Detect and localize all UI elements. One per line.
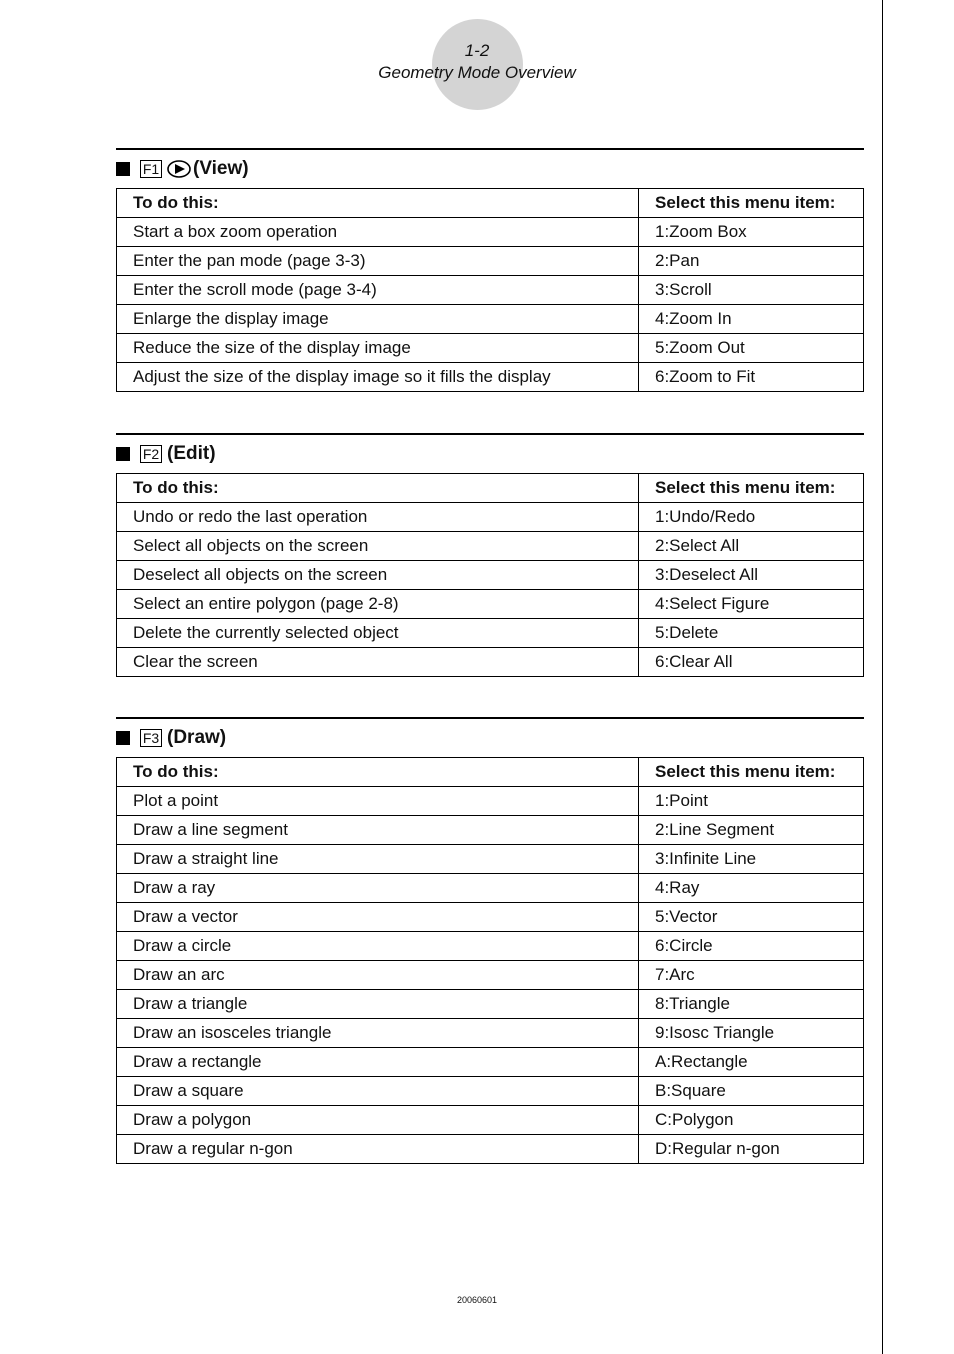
menu-item-cell: 2:Pan [639,247,864,276]
menu-item-cell: 6:Circle [639,932,864,961]
table-row [117,276,864,305]
section-label: (View) [193,158,249,179]
menu-item-cell: C:Polygon [639,1106,864,1135]
action-cell: Enter the scroll mode (page 3-4) [117,276,639,305]
action-cell: Draw an isosceles triangle [117,1019,639,1048]
action-cell: Adjust the size of the display image so it fills the display [117,363,639,392]
page-number: 1-2 [464,41,490,60]
action-cell: Enlarge the display image [117,305,639,334]
section-divider [116,433,864,435]
table-row [117,503,864,532]
action-cell: Select all objects on the screen [117,532,639,561]
menu-item-cell: 3:Infinite Line [639,845,864,874]
menu-item-cell: 5:Zoom Out [639,334,864,363]
action-cell: Plot a point [117,787,639,816]
table-header-row [117,758,864,787]
action-cell: Undo or redo the last operation [117,503,639,532]
menu-item-cell: 3:Deselect All [639,561,864,590]
menu-item-cell: 1:Zoom Box [639,218,864,247]
table-row [117,1048,864,1077]
menu-item-cell: 2:Select All [639,532,864,561]
menu-item-cell: B:Square [639,1077,864,1106]
page-edge-rule [882,0,883,1354]
menu-item-cell: 7:Arc [639,961,864,990]
table-row [117,816,864,845]
menu-item-cell: 6:Clear All [639,648,864,677]
section-heading [116,726,226,750]
table-row [117,932,864,961]
menu-item-cell: 5:Vector [639,903,864,932]
table-row [117,532,864,561]
action-cell: Draw a regular n-gon [117,1135,639,1164]
action-cell: Delete the currently selected object [117,619,639,648]
f1-key-icon: F1 [140,160,162,178]
edit-menu-table [116,473,864,677]
action-cell: Start a box zoom operation [117,218,639,247]
action-cell: Draw a rectangle [117,1048,639,1077]
column-header-menu-item: Select this menu item: [639,758,864,787]
menu-item-cell: 4:Select Figure [639,590,864,619]
table-row [117,363,864,392]
menu-item-cell: 3:Scroll [639,276,864,305]
action-cell: Draw a square [117,1077,639,1106]
menu-item-cell: 4:Ray [639,874,864,903]
action-cell: Enter the pan mode (page 3-3) [117,247,639,276]
table-row [117,648,864,677]
table-row [117,1019,864,1048]
f3-key-icon: F3 [140,729,162,747]
menu-item-cell: A:Rectangle [639,1048,864,1077]
table-row [117,1077,864,1106]
section-label: (Edit) [167,443,216,464]
footer-code: 20060601 [456,1295,498,1305]
action-cell: Draw a circle [117,932,639,961]
menu-item-cell: 8:Triangle [639,990,864,1019]
menu-item-cell: 6:Zoom to Fit [639,363,864,392]
table-row [117,787,864,816]
menu-item-cell: 4:Zoom In [639,305,864,334]
action-cell: Select an entire polygon (page 2-8) [117,590,639,619]
action-cell: Deselect all objects on the screen [117,561,639,590]
action-cell: Draw a triangle [117,990,639,1019]
table-header-row [117,189,864,218]
square-bullet-icon [116,731,130,745]
table-row [117,1106,864,1135]
menu-item-cell: D:Regular n-gon [639,1135,864,1164]
section-divider [116,717,864,719]
menu-item-cell: 2:Line Segment [639,816,864,845]
table-row [117,845,864,874]
action-cell: Draw an arc [117,961,639,990]
table-row [117,990,864,1019]
menu-item-cell: 1:Point [639,787,864,816]
f2-key-icon: F2 [140,445,162,463]
column-header-action: To do this: [117,189,639,218]
section-heading [116,442,216,466]
action-cell: Reduce the size of the display image [117,334,639,363]
table-row [117,874,864,903]
column-header-action: To do this: [117,758,639,787]
table-row [117,619,864,648]
action-cell: Draw a vector [117,903,639,932]
column-header-action: To do this: [117,474,639,503]
table-header-row [117,474,864,503]
table-row [117,218,864,247]
menu-item-cell: 5:Delete [639,619,864,648]
column-header-menu-item: Select this menu item: [639,189,864,218]
section-label: (Draw) [167,727,227,748]
section-heading [116,157,249,181]
square-bullet-icon [116,447,130,461]
action-cell: Draw a line segment [117,816,639,845]
action-cell: Clear the screen [117,648,639,677]
chapter-title: Geometry Mode Overview [378,63,576,82]
draw-menu-table [116,757,864,1164]
table-row [117,590,864,619]
table-row [117,305,864,334]
section-divider [116,148,864,150]
view-menu-table [116,188,864,392]
action-cell: Draw a ray [117,874,639,903]
table-row [117,561,864,590]
table-row [117,1135,864,1164]
right-arrow-key-icon [167,160,191,178]
table-row [117,334,864,363]
table-row [117,961,864,990]
action-cell: Draw a polygon [117,1106,639,1135]
square-bullet-icon [116,162,130,176]
table-row [117,903,864,932]
column-header-menu-item: Select this menu item: [639,474,864,503]
menu-item-cell: 1:Undo/Redo [639,503,864,532]
menu-item-cell: 9:Isosc Triangle [639,1019,864,1048]
action-cell: Draw a straight line [117,845,639,874]
table-row [117,247,864,276]
